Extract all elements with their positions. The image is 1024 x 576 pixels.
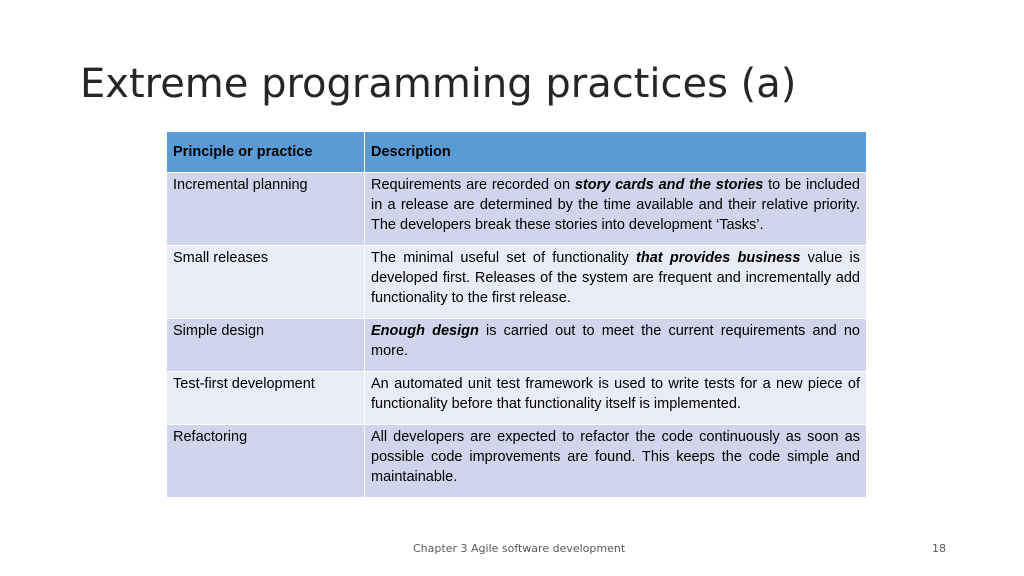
table-row (167, 425, 867, 498)
description-emphasis: that provides business (636, 250, 801, 266)
practice-cell: Refactoring (167, 425, 365, 498)
slide-title: Extreme programming practices (a) (80, 61, 797, 107)
description-text: All developers are expected to refactor the code continuously as soon as possible code improvements are found. This keeps the code simple and maintainable. (371, 429, 860, 485)
table-header-row (167, 132, 867, 173)
description-text: Requirements are recorded on (371, 177, 575, 193)
description-text: is carried out to meet the current requirements and no more. (371, 323, 861, 359)
practice-cell: Test-first development (167, 372, 365, 425)
table-row (167, 319, 867, 372)
table-row (167, 246, 867, 319)
description-cell (365, 319, 867, 372)
column-header-practice: Principle or practice (167, 132, 365, 173)
description-text: The minimal useful set of functionality (371, 250, 637, 266)
table-row (167, 372, 867, 425)
page-number: 18 (932, 542, 946, 555)
description-emphasis: Enough design (371, 323, 479, 339)
description-text: value is developed first. Releases of the system are frequent and incrementally add functionality to the first release. (371, 250, 860, 306)
description-cell (365, 425, 867, 498)
practice-cell: Small releases (167, 246, 365, 319)
description-emphasis: story cards and the stories (574, 177, 764, 193)
description-text: to be included in a release are determined by the time available and their relative priority. The developers break these stories into development ‘Tasks’. (371, 177, 861, 233)
column-header-description: Description (365, 132, 867, 173)
description-cell (365, 246, 867, 319)
practices-table (166, 131, 867, 498)
practice-cell: Incremental planning (167, 173, 365, 246)
table-row (167, 173, 867, 246)
description-text: An automated unit test framework is used to write tests for a new piece of functionality before that functionality itself is implemented. (371, 376, 860, 412)
footer-text: Chapter 3 Agile software development (413, 542, 626, 555)
description-cell (365, 173, 867, 246)
description-cell (365, 372, 867, 425)
practice-cell: Simple design (167, 319, 365, 372)
